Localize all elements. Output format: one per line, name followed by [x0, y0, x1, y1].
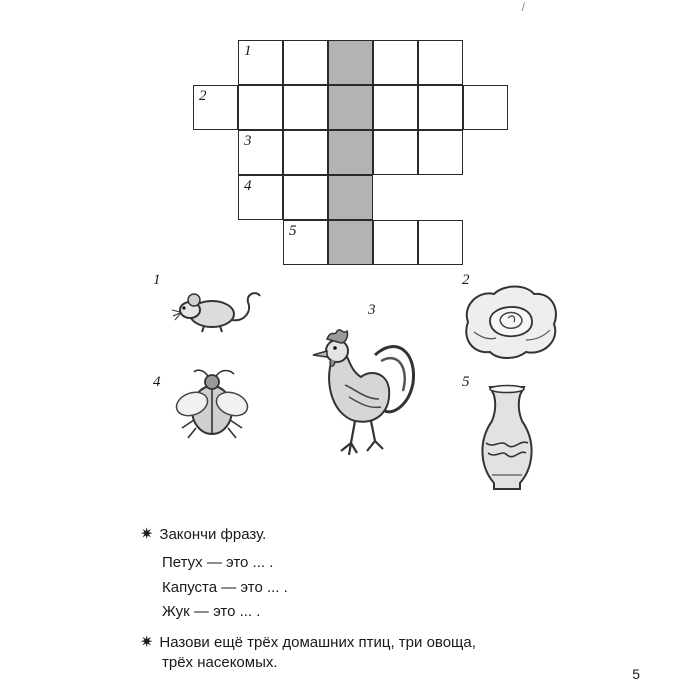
cell-r5-c4[interactable] — [418, 220, 463, 265]
task-1-instruction — [140, 524, 266, 544]
cell-r2-key[interactable] — [328, 85, 373, 130]
cell-r3-c4[interactable] — [373, 130, 418, 175]
cell-r2-c5[interactable] — [373, 85, 418, 130]
cell-r4-c2[interactable] — [283, 175, 328, 220]
beetle-icon — [172, 368, 252, 443]
task-2-text: Назови ещё трёх домашних птиц, три овоща, — [159, 634, 476, 651]
phrase-line-3: Жук — это ... . — [162, 603, 261, 620]
cell-r1-c5[interactable] — [418, 40, 463, 85]
cell-r3-c5[interactable] — [418, 130, 463, 175]
corner-mark: / — [521, 0, 525, 14]
clue-number-2: 2 — [199, 88, 207, 104]
picture-label-4: 4 — [153, 374, 161, 390]
picture-label-1: 1 — [153, 272, 161, 288]
cell-r1-c2[interactable] — [283, 40, 328, 85]
cell-r3-key[interactable] — [328, 130, 373, 175]
cell-r2-c1[interactable] — [193, 85, 238, 130]
asterisk-icon: ✷ — [140, 526, 154, 543]
cell-r2-c7[interactable] — [463, 85, 508, 130]
cell-r3-c2[interactable] — [283, 130, 328, 175]
rooster-icon — [305, 325, 420, 465]
cell-r5-c3[interactable] — [373, 220, 418, 265]
task-2-continuation: трёх насекомых. — [162, 654, 278, 671]
phrase-line-2: Капуста — это ... . — [162, 579, 288, 596]
clue-number-5: 5 — [289, 223, 297, 239]
vase-icon — [478, 383, 536, 493]
cell-r3-c1[interactable] — [238, 130, 283, 175]
picture-label-3: 3 — [368, 302, 376, 318]
page-number: 5 — [632, 666, 640, 682]
cell-r1-c4[interactable] — [373, 40, 418, 85]
phrase-line-1: Петух — это ... . — [162, 554, 274, 571]
cell-r4-c1[interactable] — [238, 175, 283, 220]
mouse-icon — [172, 282, 267, 337]
cell-r1-c1[interactable] — [238, 40, 283, 85]
picture-label-5: 5 — [462, 374, 470, 390]
cell-r2-c3[interactable] — [283, 85, 328, 130]
clue-number-4: 4 — [244, 178, 252, 194]
cabbage-icon — [460, 282, 562, 362]
picture-label-2: 2 — [462, 272, 470, 288]
cell-r2-c2[interactable] — [238, 85, 283, 130]
task-2-instruction — [140, 632, 476, 652]
asterisk-icon: ✷ — [140, 634, 154, 651]
clue-number-3: 3 — [244, 133, 252, 149]
cell-r2-c6[interactable] — [418, 85, 463, 130]
cell-r1-key[interactable] — [328, 40, 373, 85]
clue-number-1: 1 — [244, 43, 252, 59]
task-1-text: Закончи фразу. — [159, 526, 267, 543]
cell-r4-key[interactable] — [328, 175, 373, 220]
cell-r5-key[interactable] — [328, 220, 373, 265]
cell-r5-c1[interactable] — [283, 220, 328, 265]
